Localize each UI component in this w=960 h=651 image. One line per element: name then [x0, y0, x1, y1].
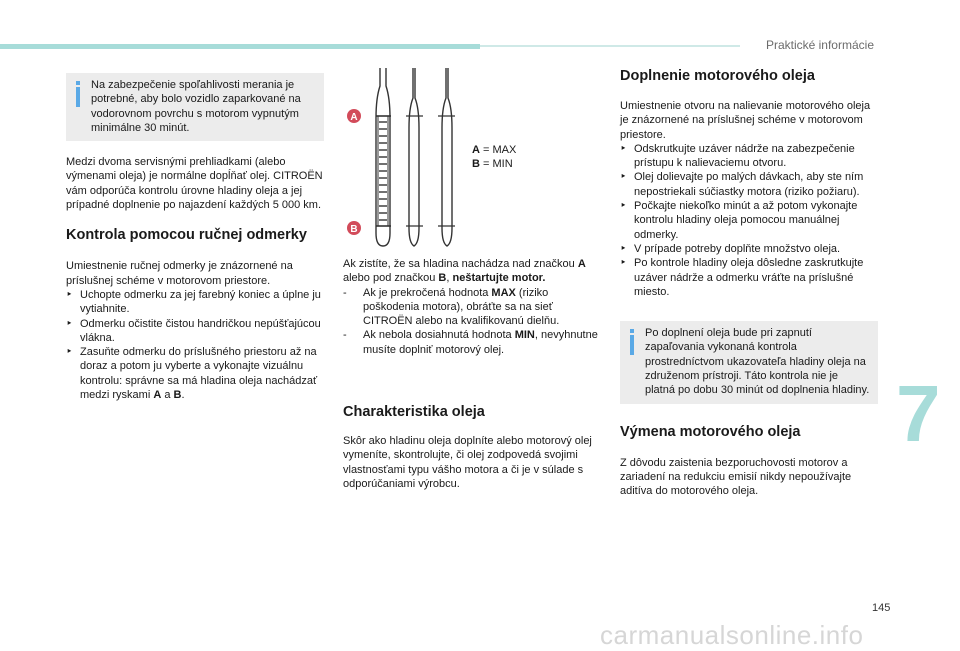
- list-item: ‣ Uchopte odmerku za jej farebný koniec a úplne ju vytiahnite.: [66, 288, 321, 316]
- dipstick-steps: [66, 288, 324, 402]
- level-warning: Ak zistíte, že sa hladina nachádza nad značkou A alebo pod značkou B, neštartujte motor.: [343, 258, 586, 285]
- column-middle: [343, 257, 603, 491]
- oil-change-paragraph: Z dôvodu zaistenia bezporuchovosti motorov a zariadení na redukciu emisií nikdy nepoužívajte aditíva do motorového oleja.: [620, 456, 852, 498]
- intro-paragraph: Medzi dvoma servisnými prehliadkami (alebo výmenami oleja) je normálne dopĺňať olej. CITROËN vám odporúča kontrolu úrovne hladiny oleja a jej prípadné doplnenie po najazdení každých 5 000 km.: [66, 156, 323, 212]
- oil-spec-paragraph: Skôr ako hladinu oleja doplníte alebo motorový olej vymeníte, skontrolujte, či olej zodpovedá svojimi vlastnosťami typu vášho motora a či je v súlade s odporúčaniami výrobcu.: [343, 435, 592, 490]
- heading-oil-change: Výmena motorového oleja: [620, 423, 801, 440]
- list-item: - Ak je prekročená hodnota MAX (riziko poškodenia motora), obráťte sa na sieť CITROËN alebo na kvalifikovanú dielňu.: [343, 286, 560, 328]
- page-number: 145: [872, 602, 891, 614]
- level-cases: [343, 286, 603, 357]
- column-right: [620, 68, 878, 499]
- list-item: ‣ Zasuňte odmerku do príslušného priestoru až na doraz a potom ju vyberte a vykonajte vizuálnu kontrolu: správne sa má hladina oleja nachádzať medzi ryskami A a B.: [66, 346, 318, 402]
- info-icon: [629, 329, 635, 355]
- heading-oil-spec: Charakteristika oleja: [343, 404, 485, 421]
- info-icon: [75, 81, 81, 107]
- legend-max: A = MAX: [472, 144, 517, 156]
- list-item: ‣ Odmerku očistite čistou handričkou nepúšťajúcou vlákna.: [66, 317, 321, 344]
- list-item: - Ak nebola dosiahnutá hodnota MIN, nevyhnutne musíte doplniť motorový olej.: [343, 329, 598, 356]
- column-left: [66, 73, 324, 402]
- bullet-icon: ‣: [66, 317, 73, 330]
- watermark: carmanualsonline.info: [600, 620, 864, 650]
- dipstick-legend: [472, 143, 516, 171]
- bullet-icon: ‣: [66, 346, 73, 359]
- dipstick-paragraph: Umiestnenie ručnej odmerky je znázornené na príslušnej schéme v motorovom priestore.: [66, 260, 293, 287]
- header-accent-line: [480, 45, 740, 47]
- bullet-icon: ‣: [620, 142, 627, 155]
- bullet-icon: ‣: [620, 242, 627, 255]
- list-item: ‣ Po kontrole hladiny oleja dôsledne zaskrutkujte uzáver nádrže a odmerku vráťte na príslušné miesto.: [620, 257, 864, 298]
- list-item: ‣ Odskrutkujte uzáver nádrže na zabezpečenie prístupu k nalievaciemu otvoru.: [620, 142, 855, 170]
- heading-dipstick: Kontrola pomocou ručnej odmerky: [66, 227, 307, 244]
- chapter-tab-number: 7: [896, 369, 941, 458]
- marker-b-label: B: [350, 224, 358, 235]
- heading-topping-up: Doplnenie motorového oleja: [620, 68, 815, 84]
- list-item: ‣ V prípade potreby doplňte množstvo oleja.: [620, 242, 841, 255]
- section-title: Praktické informácie: [765, 38, 874, 52]
- info-note-text: Na zabezpečenie spoľahlivosti merania je potrebné, aby bolo vozidlo zaparkované na vodorovnom povrchu s motorom vypnutým minimálne 30 minút.: [91, 79, 301, 134]
- list-item: ‣ Olej dolievajte po malých dávkach, aby ste ním nepostriekali súčiastky motora (riziko požiaru).: [620, 171, 864, 198]
- legend-min: B = MIN: [472, 158, 513, 170]
- topping-up-paragraph: Umiestnenie otvoru na nalievanie motorového oleja je znázornené na príslušnej schéme v motorovom priestore.: [620, 100, 871, 141]
- info-note-text: Po doplnení oleja bude pri zapnutí zapaľovania vykonaná kontrola prostredníctvom ukazovateľa hladiny oleja na združenom prístroji. Táto kontrola nie je platná po dobu 30 minút od doplnenia hladiny.: [645, 327, 870, 397]
- list-item: ‣ Počkajte niekoľko minút a až potom vykonajte kontrolu hladiny oleja pomocou manuálnej odmerky.: [620, 200, 858, 241]
- topping-up-steps: [620, 142, 878, 299]
- bullet-icon: ‣: [620, 200, 627, 213]
- marker-a-label: A: [350, 112, 358, 123]
- info-note: [66, 73, 324, 141]
- info-note-refill: [620, 321, 878, 403]
- bullet-icon: ‣: [66, 288, 73, 301]
- bullet-icon: ‣: [620, 171, 627, 184]
- bullet-icon: ‣: [620, 257, 627, 270]
- header-accent-bar: [0, 44, 480, 49]
- dipstick-diagram: [343, 68, 468, 248]
